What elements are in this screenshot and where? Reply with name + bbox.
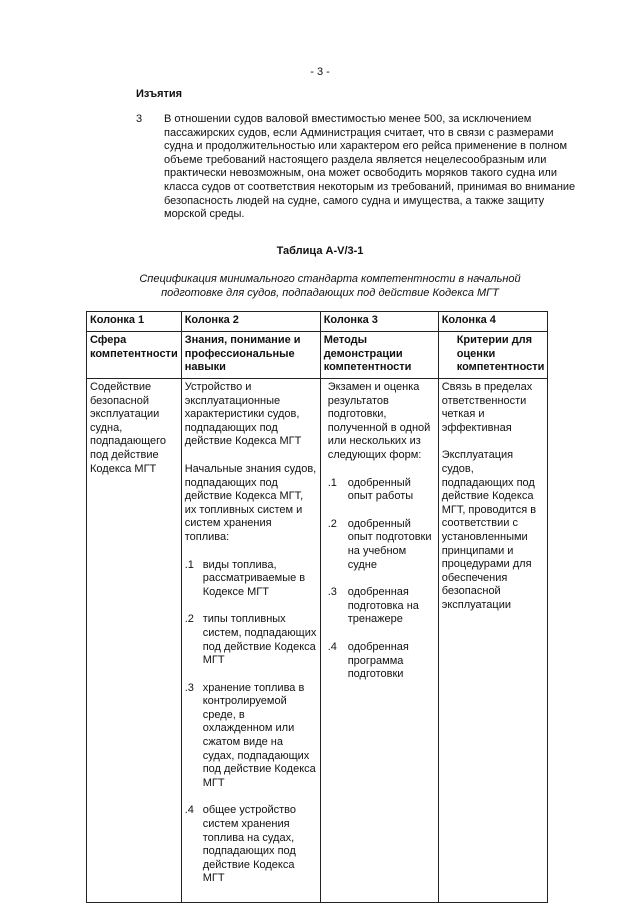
list-item-number: .2 [184, 613, 194, 626]
list-item-number: .2 [327, 517, 337, 530]
list-item-number: .4 [327, 640, 337, 653]
list-item-text: одобренная программа подготовки [347, 640, 409, 681]
knowledge-intro: Устройство и эксплуатационные характеристики судов, подпадающих под действие Кодекса МГТ [184, 381, 302, 448]
knowledge-cell [181, 379, 320, 903]
table-header-row [87, 312, 548, 332]
list-item [328, 518, 435, 572]
column-header: Колонка 3 [320, 312, 438, 332]
subheader-cell: Знания, понимание и профессиональные навыки [181, 332, 320, 379]
table-title: Таблица A-V/3-1 [276, 245, 364, 257]
list-item-text: общее устройство систем хранения топлива на судах, подпадающих под действие Кодекса МГТ [202, 804, 297, 885]
page-number: - 3 - [310, 66, 330, 78]
list-item [328, 641, 435, 682]
methods-lead: Экзамен и оценка результатов подготовки, полученной в одной или нескольких из следующих форм: [327, 381, 431, 461]
list-item-number: .1 [327, 476, 337, 489]
list-item-text: одобренная подготовка на тренажере [347, 586, 419, 626]
column-header: Колонка 1 [87, 312, 182, 332]
list-item-text: типы топливных систем, подпадающих под действие Кодекса МГТ [202, 613, 317, 667]
competence-area-cell [87, 379, 182, 903]
subheader-cell: Методы демонстрации компетентности [320, 332, 438, 379]
criteria-cell [438, 379, 548, 903]
list-item-text: одобренный опыт работы [347, 476, 414, 503]
list-item-number: .4 [184, 804, 194, 817]
list-item [328, 586, 435, 627]
subheader-cell: Сфера компетентности [87, 332, 182, 379]
subheader-cell: Критерии для оценки компетентности [438, 332, 548, 379]
list-item [185, 559, 317, 600]
competence-table [86, 311, 548, 903]
paragraph-text [164, 113, 580, 222]
paragraph-body: В отношении судов валовой вместимостью менее 500, за исключением пассажирских судов, если Администрация считает, что в связи с размерами судна и продолжительностью или характером его рейса применение в полном объеме требований настоящего раздела является нецелесообразным или практически невозможным, она может освободить моряков такого судна или класса судов от соответствия некоторым из требований, принимая во внимание безопасность людей на судне, самого судна и имущества, а также защиту морской среды. [164, 113, 576, 221]
section-heading: Изъятия [136, 88, 183, 100]
table-caption: Спецификация минимального стандарта компетентности в начальной подготовке для судов, подпадающих под действие Кодекса МГТ [139, 273, 521, 299]
list-item [328, 477, 435, 504]
column-header: Колонка 2 [181, 312, 320, 332]
list-item [185, 613, 317, 667]
list-item-text: виды топлива, рассматриваемые в Кодексе МГТ [202, 558, 306, 598]
knowledge-lead: Начальные знания судов, подпадающих под действие Кодекса МГТ, их топливных систем и систем хранения топлива: [184, 462, 317, 543]
list-item-text: хранение топлива в контролируемой среде, в охлажденном или сжатом виде на судах, подпадающих под действие Кодекса МГТ [202, 681, 316, 789]
methods-cell [320, 379, 438, 903]
table-subheader-row [87, 332, 548, 379]
list-item [185, 682, 317, 791]
criteria-text-2: Эксплуатация судов, подпадающих под действие Кодекса МГТ, проводится в соответствии с установленными принципами и процедурами для обеспечения безопасной эксплуатации [441, 449, 537, 611]
list-item [185, 804, 317, 886]
list-item-number: .1 [184, 558, 194, 571]
list-item-text: одобренный опыт подготовки на учебном судне [347, 517, 432, 571]
paragraph-number: 3 [136, 113, 143, 125]
competence-area-text: Содействие безопасной эксплуатации судна, подпадающего под действие Кодекса МГТ [90, 381, 167, 475]
list-item-number: .3 [327, 586, 337, 599]
column-header: Колонка 4 [438, 312, 548, 332]
criteria-text-1: Связь в пределах ответственности четкая и эффективная [441, 381, 533, 434]
list-item-number: .3 [184, 681, 194, 694]
table-row [87, 379, 548, 903]
